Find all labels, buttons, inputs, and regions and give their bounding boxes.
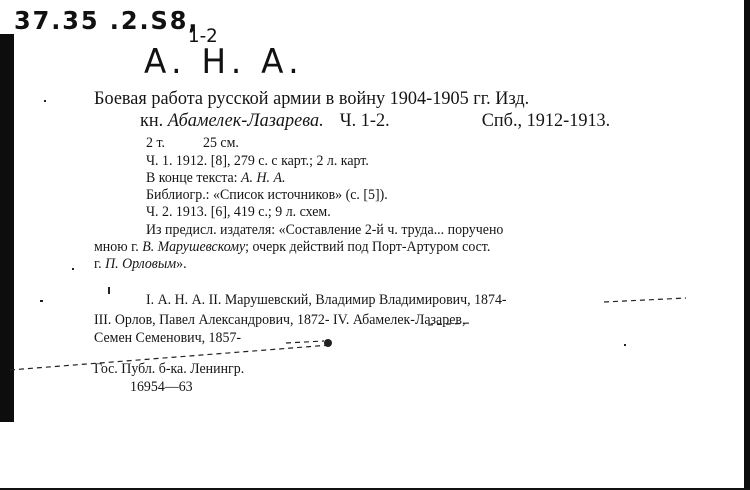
- title-line-2-prefix: кн.: [140, 110, 164, 131]
- preface-line-2-start: мною г.: [94, 239, 139, 255]
- volume-1-line: Ч. 1. 1912. [8], 279 с. с карт.; 2 л. карт.: [146, 153, 369, 169]
- publisher-name: Абамелек-Лазарева.: [167, 110, 324, 131]
- tracing-line-1: I. А. Н. А. II. Марушевский, Владимир Владимирович, 1874-: [146, 292, 507, 308]
- author-initials-handwritten: А. Н. А.: [144, 42, 304, 82]
- preface-line-2: [94, 239, 490, 256]
- end-of-text-prefix: В конце текста:: [146, 170, 238, 186]
- preface-line-3-start: г.: [94, 256, 102, 272]
- preface-line-3-end: ».: [176, 256, 187, 272]
- library-name: Гос. Публ. б-ка. Ленингр.: [94, 361, 245, 377]
- format-size: 25 см.: [203, 135, 239, 151]
- parts-label: Ч. 1-2.: [339, 110, 390, 131]
- volumes-note-handwritten: 1-2: [188, 25, 218, 47]
- end-of-text-line: [146, 170, 285, 187]
- preface-line-1: Из предисл. издателя: «Составление 2-й ч. труда... поручено: [146, 222, 504, 238]
- format-line: [146, 135, 239, 152]
- preface-line-3: [94, 256, 187, 273]
- volume-2-line: Ч. 2. 1913. [6], 419 с.; 9 л. схем.: [146, 204, 331, 220]
- format-volumes: 2 т.: [146, 135, 165, 151]
- tracing-line-2: III. Орлов, Павел Александрович, 1872- IV. Абамелек-Лазарев,: [94, 312, 466, 328]
- shelfmark-handwritten: 37.35 .2.S8,: [14, 6, 200, 35]
- bibliography-line: Библиогр.: «Список источников» (с. [5]).: [146, 187, 388, 203]
- tracing-line-3: Семен Семенович, 1857-: [94, 330, 242, 346]
- preface-name-orlov: П. Орловым: [105, 256, 177, 272]
- card-number: 16954—63: [130, 379, 193, 395]
- end-of-text-author: А. Н. А.: [240, 170, 286, 186]
- place-and-years: Спб., 1912-1913.: [481, 110, 611, 131]
- preface-name-marushevsky: В. Марушевскому: [142, 239, 246, 255]
- title-line-1: Боевая работа русской армии в войну 1904-1905 гг. Изд.: [94, 88, 530, 109]
- title-line-2: [140, 110, 611, 132]
- preface-line-2-end: ; очерк действий под Порт-Артуром сост.: [245, 239, 491, 255]
